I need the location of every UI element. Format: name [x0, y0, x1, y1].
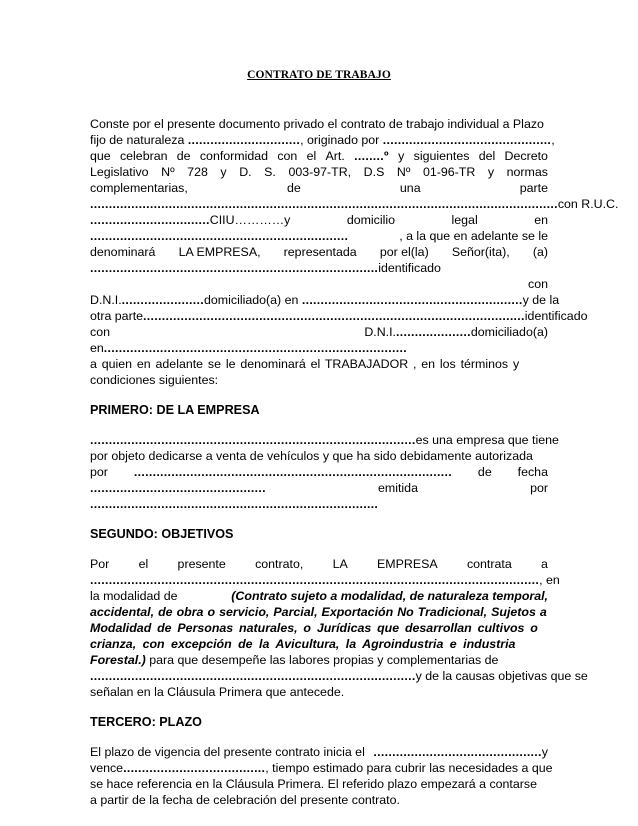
word: de — [286, 181, 301, 195]
document-title: CONTRATO DE TRABAJO — [247, 69, 391, 81]
text: con R.U.C. — [557, 197, 619, 211]
blank-field: ..................................................................................... — [133, 465, 452, 479]
word: fecha — [517, 465, 548, 479]
text: D.N.I. — [90, 293, 122, 307]
blank-field: .............................. — [187, 133, 301, 147]
tercero-line: a partir de la fecha de celebración del presente contrato. — [90, 793, 400, 807]
segundo-line: accidental, de obra o servicio, Parcial, Exportación No Tradicional, Sujetos a — [90, 605, 547, 619]
word: D.S — [363, 165, 385, 179]
word: el — [138, 557, 149, 571]
modalidad-text: Forestal.) — [90, 653, 146, 667]
word: representada — [283, 245, 357, 259]
blank-field: ........................................................... — [90, 573, 311, 587]
intro-line — [90, 260, 548, 276]
intro-line: a quien en adelante se le denominará el TRABAJADOR , en los términos y — [90, 357, 520, 371]
intro-line — [90, 228, 548, 244]
primero-line — [90, 432, 559, 448]
intro-line — [90, 212, 548, 228]
text: , — [551, 133, 555, 147]
word: a — [541, 557, 548, 571]
text: con — [90, 325, 110, 339]
tercero-line — [90, 760, 553, 776]
word: domicilio — [346, 213, 396, 227]
segundo-line — [90, 668, 588, 684]
blank-field: ............................................................................................................................. — [90, 197, 558, 211]
word: del — [478, 149, 496, 163]
blank-field: ................................................................................. — [103, 341, 407, 355]
text: , en — [539, 573, 560, 587]
blank-field: ............................................................................. — [90, 497, 379, 511]
word: denominará — [90, 245, 156, 259]
word: 003-97-TR, — [288, 165, 352, 179]
blank-field: ...................................... — [123, 761, 266, 775]
segundo-line — [90, 652, 548, 668]
text: y de la — [522, 293, 560, 307]
primero-line — [90, 464, 548, 480]
intro-line — [90, 180, 548, 196]
word: legal — [451, 213, 478, 227]
blank-field: ............................................... — [90, 481, 266, 495]
section-heading-tercero: TERCERO: PLAZO — [90, 715, 202, 729]
blank-field: ........................................................... — [301, 293, 523, 307]
blank-field: ....................................................................................... — [90, 669, 416, 683]
word: parte — [519, 181, 548, 195]
word: complementarias, — [90, 181, 188, 195]
primero-line: por objeto dedicarse a venta de vehículos y que ha sido debidamente autorizada — [90, 449, 533, 463]
blank-field: ..................................................................... — [90, 229, 349, 243]
text: domiciliado(a) — [470, 325, 548, 339]
word: S. — [264, 165, 276, 179]
primero-line — [90, 496, 548, 512]
text: El plazo de vigencia del presente contrato inicia el — [90, 745, 365, 759]
text: CIIU…………y — [209, 213, 291, 227]
segundo-line — [90, 588, 548, 604]
intro-line: con — [528, 277, 548, 291]
blank-field: ........º — [354, 149, 389, 163]
word: normas — [506, 165, 548, 179]
word: una — [399, 181, 421, 195]
section-heading-segundo: SEGUNDO: OBJETIVOS — [90, 527, 234, 541]
word: contrata — [466, 557, 512, 571]
segundo-line: crianza, con excepción de la Avicultura, la Agroindustria e industria — [90, 637, 516, 651]
text: para que desempeñe las labores propias y complementarias de — [145, 653, 499, 667]
word: y — [487, 165, 495, 179]
text: en — [90, 341, 104, 355]
word: conformidad — [199, 149, 269, 163]
text: otra parte — [90, 309, 144, 323]
word: celebran — [119, 149, 168, 163]
text: , originado por — [300, 133, 383, 147]
intro-line — [90, 292, 560, 308]
word: emitida — [378, 481, 418, 495]
tercero-line — [90, 744, 548, 760]
modalidad-text: (Contrato sujeto a modalidad, de naturaleza temporal, — [231, 589, 548, 603]
text: D.N.I. — [364, 325, 396, 339]
word: Nº — [396, 165, 411, 179]
word: que — [90, 149, 111, 163]
blank-field: .................... — [396, 325, 471, 339]
segundo-line — [90, 572, 560, 588]
word: (a) — [532, 245, 548, 259]
word: LA — [332, 557, 348, 571]
word: con — [277, 149, 298, 163]
word: LA EMPRESA, — [178, 245, 261, 259]
word: 01-96-TR — [422, 165, 476, 179]
blank-field: ............................................................. — [310, 573, 540, 587]
word: por — [530, 481, 548, 495]
blank-field: ............................................................................. — [90, 261, 379, 275]
word: de — [176, 149, 191, 163]
text: identificado — [378, 261, 441, 275]
word: Señor(ita), — [451, 245, 510, 259]
blank-field: ...................................................................................................... — [143, 309, 525, 323]
word: Nº — [161, 165, 175, 179]
text: , tiempo estimado para cubrir las necesidades a que — [265, 761, 553, 775]
word: Art. — [325, 149, 345, 163]
segundo-line — [90, 556, 548, 572]
word: y — [220, 165, 227, 179]
text: y de la causas objetivas que se — [415, 669, 588, 683]
blank-field: ................................ — [90, 213, 210, 227]
word: y — [398, 149, 405, 163]
blank-field: ...................... — [121, 293, 205, 307]
intro-line — [90, 324, 548, 340]
text: es una empresa que tiene — [415, 433, 559, 447]
intro-line — [90, 340, 548, 356]
tercero-line: se hace referencia en la Cláusula Primera. El referido plazo empezará a contarse — [90, 777, 537, 791]
word: de — [477, 465, 492, 479]
word: contrato, — [255, 557, 304, 571]
word: en — [534, 213, 548, 227]
blank-field: ............................................. — [382, 133, 552, 147]
intro-line: Conste por el presente documento privado el contrato de trabajo individual a Plazo — [90, 117, 544, 131]
section-heading-primero: PRIMERO: DE LA EMPRESA — [90, 403, 260, 417]
text: , a la que en adelante se le — [399, 229, 548, 243]
word: por — [90, 465, 108, 479]
text: y — [541, 745, 548, 759]
text: vence — [90, 761, 124, 775]
primero-line — [90, 480, 548, 496]
segundo-line: Modalidad de Personas naturales, o Jurídicas que desarrollan cultivos o — [90, 621, 538, 635]
intro-line — [90, 308, 588, 324]
word: Legislativo — [90, 165, 149, 179]
intro-line — [90, 148, 548, 164]
word: 728 — [187, 165, 208, 179]
intro-line — [90, 164, 548, 180]
intro-line — [90, 244, 548, 260]
intro-line: condiciones siguientes: — [90, 373, 219, 387]
word: presente — [177, 557, 226, 571]
text: la modalidad de — [90, 589, 178, 603]
blank-field: ....................................................................................... — [90, 433, 416, 447]
word: Por — [90, 557, 110, 571]
segundo-line: señalan en la Cláusula Primera que antecede. — [90, 685, 345, 699]
word: EMPRESA — [377, 557, 438, 571]
word: Decreto — [504, 149, 548, 163]
word: el — [306, 149, 317, 163]
word: D. — [239, 165, 252, 179]
word: por el(la) — [379, 245, 429, 259]
intro-line — [90, 196, 619, 212]
blank-field: ............................................. — [373, 745, 542, 759]
text: fijo de naturaleza — [90, 133, 188, 147]
text: domiciliado(a) en — [204, 293, 299, 307]
intro-line — [90, 132, 555, 148]
text: identificado — [524, 309, 588, 323]
word: siguientes — [413, 149, 470, 163]
